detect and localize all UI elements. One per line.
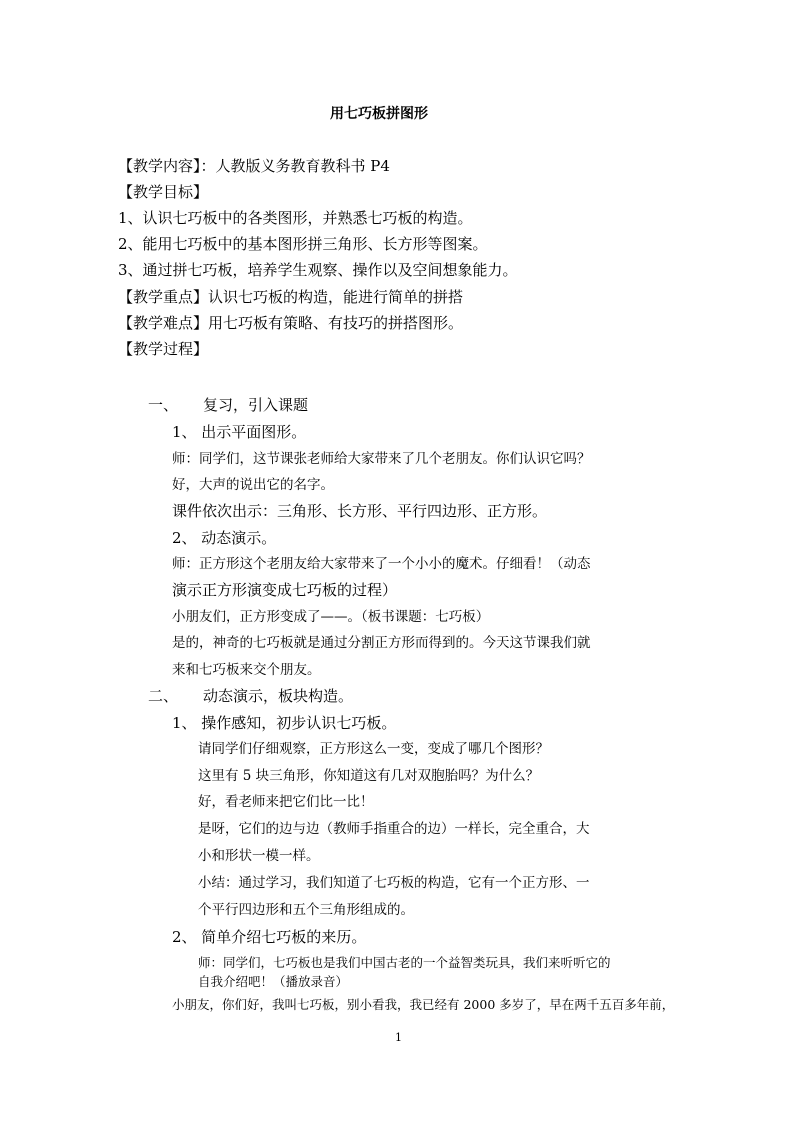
section1-step2: 2、 动态演示。: [172, 529, 277, 547]
section2-text: 小结：通过学习，我们知道了七巧板的构造，它有一个正方形、一: [198, 875, 590, 891]
goals-heading: 【教学目标】: [118, 183, 209, 201]
goal-item: 2、能用七巧板中的基本图形拼三角形、长方形等图案。: [118, 235, 488, 253]
section1-heading: 复习，引入课题: [203, 396, 309, 414]
section2-text: 好，看老师来把它们比一比！: [198, 794, 374, 810]
difficulty: 【教学难点】用七巧板有策略、有技巧的拼搭图形。: [118, 314, 464, 332]
section1-step1: 1、 出示平面图形。: [172, 423, 307, 441]
goal-item: 3、通过拼七巧板，培养学生观察、操作以及空间想象能力。: [118, 261, 518, 279]
section2-text: 请同学们仔细观察，正方形这么一变，变成了哪几个图形？: [198, 741, 549, 757]
section2-text: 小和形状一模一样。: [198, 848, 320, 864]
section2-text: 师：同学们，七巧板也是我们中国古老的一个益智类玩具，我们来听听它的: [198, 955, 611, 970]
section2-number: 二、: [148, 687, 179, 705]
section2-heading: 动态演示，板块构造。: [203, 687, 354, 705]
section2-text: 这里有 5 块三角形，你知道这有几对双胞胎吗？为什么？: [198, 768, 540, 784]
section2-step1: 1、 操作感知，初步认识七巧板。: [172, 714, 397, 732]
section1-text: 是的，神奇的七巧板就是通过分割正方形而得到的。今天这节课我们就: [172, 635, 591, 651]
page-title: 用七巧板拼图形: [330, 106, 428, 122]
section1-text: 小朋友们，正方形变成了——。（板书课题：七巧板）: [172, 609, 490, 625]
section1-number: 一、: [148, 396, 179, 414]
section1-text: 师：同学们，这节课张老师给大家带来了几个老朋友。你们认识它吗？: [172, 451, 591, 467]
section2-text: 个平行四边形和五个三角形组成的。: [198, 902, 414, 918]
section2-text: 是呀，它们的边与边（教师手指重合的边）一样长，完全重合，大: [198, 821, 590, 837]
page-number: 1: [395, 1031, 402, 1044]
process-heading: 【教学过程】: [118, 340, 209, 358]
section1-text: 好，大声的说出它的名字。: [172, 477, 334, 493]
section2-text: 自我介绍吧！（播放录音）: [198, 974, 349, 989]
section2-text: 小朋友，你们好，我叫七巧板，别小看我，我已经有 2000 多岁了，早在两千五百多年前，: [172, 997, 675, 1012]
section1-text: 演示正方形演变成七巧板的过程）: [172, 581, 398, 599]
section1-text: 师：正方形这个老朋友给大家带来了一个小小的魔术。仔细看！（动态: [172, 556, 591, 572]
teaching-content: 【教学内容】：人教版义务教育教科书 P4: [118, 157, 390, 175]
section2-step2: 2、 简单介绍七巧板的来历。: [172, 928, 367, 946]
goal-item: 1、认识七巧板中的各类图形，并熟悉七巧板的构造。: [118, 209, 473, 227]
section1-text: 来和七巧板来交个朋友。: [172, 662, 321, 678]
section1-text: 课件依次出示：三角形、长方形、平行四边形、正方形。: [172, 502, 548, 520]
key-point: 【教学重点】认识七巧板的构造，能进行简单的拼搭: [118, 288, 464, 306]
